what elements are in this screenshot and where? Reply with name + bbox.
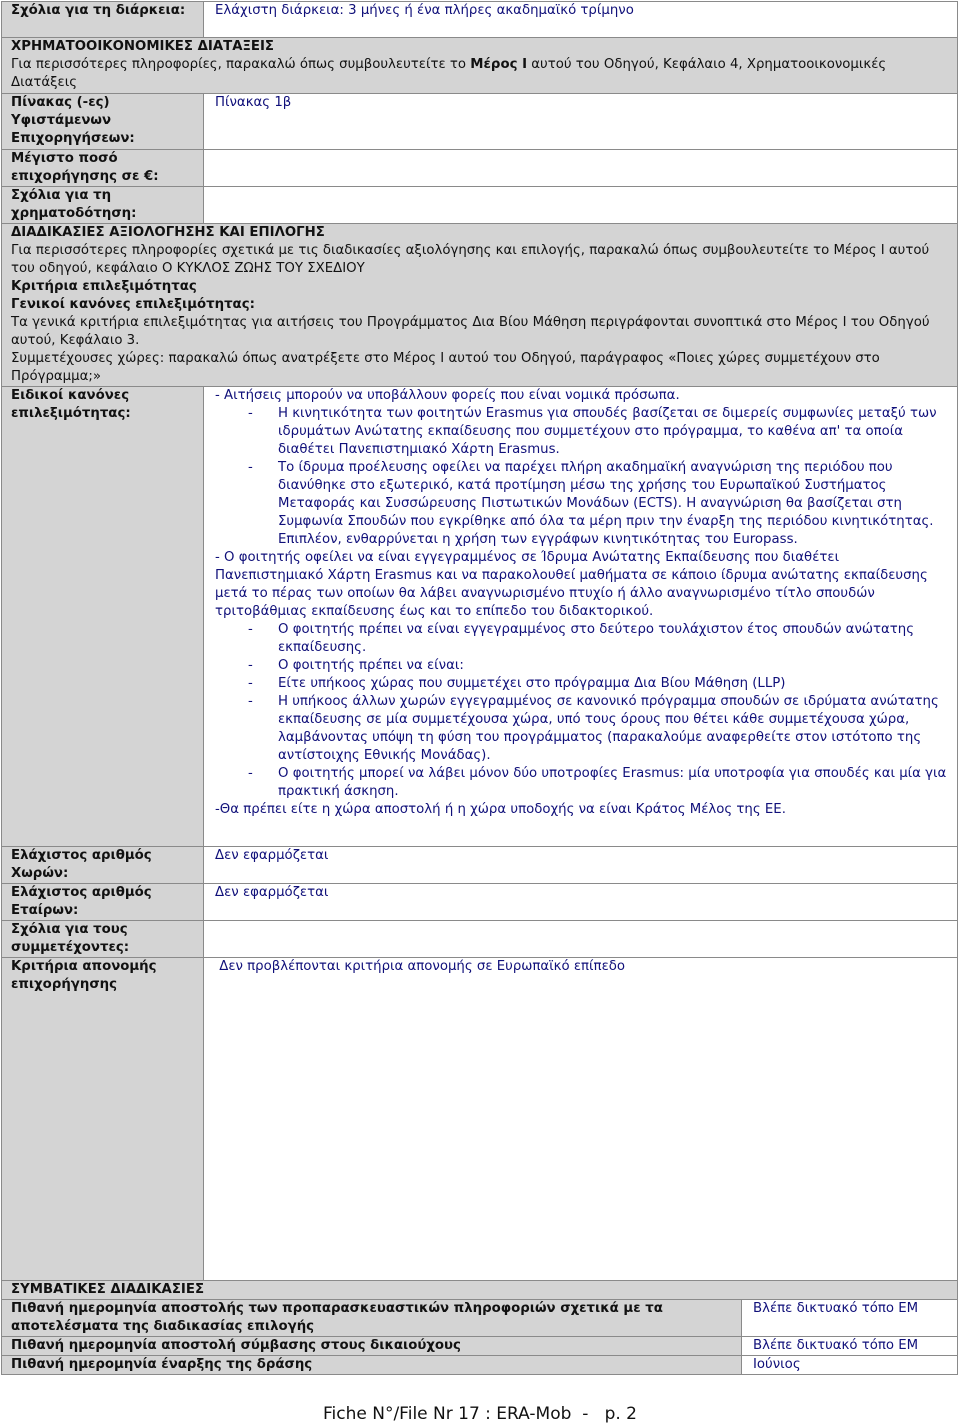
min-partners-value: Δεν εφαρμόζεται xyxy=(204,884,958,921)
min-countries-label: Ελάχιστος αριθμός Χωρών: xyxy=(2,847,204,884)
procedures-intro: Για περισσότερες πληροφορίες σχετικά με τις διαδικασίες αξιολόγησης και επιλογής, παρακαλώ όπως συμβουλευτείτε το Μέρος Ι αυτού του οδηγού, κεφάλαιο Ο ΚΥΚΛΟΣ ΖΩΗΣ ΤΟΥ ΣΧΕΔΙΟΥ xyxy=(11,243,930,276)
contractual-r1-label: Πιθανή ημερομηνία αποστολής των προπαρασκευαστικών πληροφοριών σχετικά με τα αποτελέσματα της διαδικασίας επιλογής xyxy=(2,1300,742,1337)
financial-text: Για περισσότερες πληροφορίες, παρακαλώ όπως συμβουλευτείτε το Μέρος Ι αυτού του Οδηγού, Κεφάλαιο 4, Χρηματοοικονομικές Διατάξεις xyxy=(11,57,887,90)
row-award-criteria xyxy=(2,958,958,1281)
max-grant-label: Μέγιστο ποσό επιχορήγησης σε €: xyxy=(2,150,204,187)
general-rules-title: Γενικοί κανόνες επιλεξιμότητας: xyxy=(11,297,255,312)
countries-text: Συμμετέχουσες χώρες: παρακαλώ όπως ανατρέξετε στο Μέρος Ι αυτού του Οδηγού, παράγραφος «Ποιες χώρες συμμετέχουν στο Πρόγραμμα;» xyxy=(11,351,880,384)
contractual-r3-label: Πιθανή ημερομηνία έναρξης της δράσης xyxy=(2,1356,742,1375)
award-criteria-value: Δεν προβλέπονται κριτήρια απονομής σε Ευρωπαϊκό επίπεδο xyxy=(204,958,958,1281)
list-item: - Η υπήκοος άλλων χωρών εγγεγραμμένος σε κανονικό πρόγραμμα σπουδών σε ιδρύματα ανώτατης εκπαίδευσης σε μία συμμετέχουσα χώρα, υπό τους όρους που θέτει κάθε συμμετέχουσα χώρα, λαμβάνοντας υπόψη τη φύση του προγράμματος (παρακαλούμε αναφερθείτε στον ιστότοπο της αντίστοιχης Εθνικής Μονάδας). xyxy=(215,693,949,765)
list-item: - Ο φοιτητής πρέπει να είναι εγγεγραμμένος στο δεύτερο τουλάχιστον έτος σπουδών ανώτατης εκπαίδευσης. xyxy=(215,621,949,657)
row-contractual-3 xyxy=(2,1356,958,1375)
list-item: - Η κινητικότητα των φοιτητών Erasmus για σπουδές βασίζεται σε διμερείς συμφωνίες μεταξύ των ιδρυμάτων Ανώτατης εκπαίδευσης που συμμετέχουν στο πρόγραμμα, το καθένα απ' τα οποία διαθέτει Πανεπιστημιακό Χάρτη Erasmus. xyxy=(215,405,949,459)
specific-list-2 xyxy=(215,621,949,801)
criteria-title: Κριτήρια επιλεξιμότητας xyxy=(11,279,197,294)
procedures-section xyxy=(2,224,958,387)
tables-label: Πίνακας (-ες) Υφιστάμενων Επιχορηγήσεων: xyxy=(2,94,204,150)
specific-label: Ειδικοί κανόνες επιλεξιμότητας: xyxy=(2,387,204,847)
tables-value: Πίνακας 1β xyxy=(204,94,958,150)
row-participants-comments xyxy=(2,921,958,958)
general-rules-text: Τα γενικά κριτήρια επιλεξιμότητας για αιτήσεις του Προγράμματος Δια Βίου Μάθηση περιγράφονται συνοπτικά στο Μέρος Ι του Οδηγού αυτού, Κεφάλαιο 3. xyxy=(11,315,930,348)
row-contractual-title xyxy=(2,1281,958,1300)
specific-line-2: - Ο φοιτητής οφείλει να είναι εγγεγραμμένος σε Ίδρυμα Ανώτατης Εκπαίδευσης που διαθέτει Πανεπιστημιακό Χάρτη Erasmus και να παρακολουθεί μαθήματα σε κάποιο ίδρυμα ανώτατης εκπαίδευσης μετά το πέρας των οποίων θα λάβει αναγνωρισμένο πτυχίο ή άλλο αναγνωρισμένο τίτλο σπουδών τριτοβάθμιας εκπαίδευσης έως και το επίπεδο του διδακτορικού. xyxy=(215,550,928,619)
min-countries-value: Δεν εφαρμόζεται xyxy=(204,847,958,884)
row-contractual-2 xyxy=(2,1337,958,1356)
row-max-grant xyxy=(2,150,958,187)
award-criteria-label: Κριτήρια απονομής επιχορήγησης xyxy=(2,958,204,1281)
contractual-r2-label: Πιθανή ημερομηνία αποστολή σύμβασης στους δικαιούχους xyxy=(2,1337,742,1356)
funding-comments-label: Σχόλια για τη χρηματοδότηση: xyxy=(2,187,204,224)
contractual-title: ΣΥΜΒΑΤΙΚΕΣ ΔΙΑΔΙΚΑΣΙΕΣ xyxy=(2,1281,958,1300)
procedures-title: ΔΙΑΔΙΚΑΣΙΕΣ ΑΞΙΟΛΟΓΗΣΗΣ ΚΑΙ ΕΠΙΛΟΓΗΣ xyxy=(11,225,325,240)
row-duration xyxy=(2,2,958,38)
contractual-r1-value: Βλέπε δικτυακό τόπο ΕΜ xyxy=(742,1300,958,1337)
list-item: - Είτε υπήκοος χώρας που συμμετέχει στο πρόγραμμα Δια Βίου Μάθηση (LLP) xyxy=(215,675,949,693)
list-item: - Το ίδρυμα προέλευσης οφείλει να παρέχει πλήρη ακαδημαϊκή αναγνώριση της περιόδου που διανύθηκε στο εξωτερικό, κατά προτίμηση μέσω της χρήσης του Ευρωπαϊκού Συστήματος Μεταφοράς και Συσσώρευσης Πιστωτικών Μονάδων (ECTS). Η αναγνώριση θα βασίζεται στη Συμφωνία Σπουδών που εγκρίθηκε από όλα τα μέρη πριν την έναρξη της περιόδου κινητικότητας. Επιπλέον, ενθαρρύνεται η χρήση των εγγράφων κινητικότητας του Europass. xyxy=(215,459,949,549)
contractual-r3-value: Ιούνιος xyxy=(742,1356,958,1375)
page-footer: Fiche N°/File Nr 17 : ERA-Mob - p. 2 xyxy=(322,1404,637,1424)
row-specific xyxy=(2,387,958,847)
contractual-r2-value: Βλέπε δικτυακό τόπο ΕΜ xyxy=(742,1337,958,1356)
row-min-partners xyxy=(2,884,958,921)
specific-line-3: -Θα πρέπει είτε η χώρα αποστολή ή η χώρα υποδοχής να είναι Κράτος Μέλος της ΕΕ. xyxy=(215,802,786,817)
funding-comments-value xyxy=(204,187,958,224)
specific-list-1 xyxy=(215,405,949,549)
row-procedures xyxy=(2,224,958,387)
row-funding-comments xyxy=(2,187,958,224)
participants-comments-label: Σχόλια για τους συμμετέχοντες: xyxy=(2,921,204,958)
row-tables xyxy=(2,94,958,150)
row-contractual-1 xyxy=(2,1300,958,1337)
row-financial xyxy=(2,38,958,94)
financial-section xyxy=(2,38,958,94)
max-grant-value xyxy=(204,150,958,187)
main-table xyxy=(1,1,958,1375)
specific-value xyxy=(204,387,958,847)
min-partners-label: Ελάχιστος αριθμός Εταίρων: xyxy=(2,884,204,921)
row-min-countries xyxy=(2,847,958,884)
duration-label: Σχόλια για τη διάρκεια: xyxy=(2,2,204,38)
participants-comments-value xyxy=(204,921,958,958)
list-item: - Ο φοιτητής μπορεί να λάβει μόνον δύο υποτροφίες Erasmus: μία υποτροφία για σπουδές και μία για πρακτική άσκηση. xyxy=(215,765,949,801)
specific-line-1: - Αιτήσεις μπορούν να υποβάλλουν φορείς που είναι νομικά πρόσωπα. xyxy=(215,388,680,403)
form-sheet xyxy=(1,1,957,1375)
financial-title: ΧΡΗΜΑΤΟΟΙΚΟΝΟΜΙΚΕΣ ΔΙΑΤΑΞΕΙΣ xyxy=(11,39,274,54)
list-item: - Ο φοιτητής πρέπει να είναι: xyxy=(215,657,949,675)
duration-value: Ελάχιστη διάρκεια: 3 μήνες ή ένα πλήρες ακαδημαϊκό τρίμηνο xyxy=(204,2,958,38)
